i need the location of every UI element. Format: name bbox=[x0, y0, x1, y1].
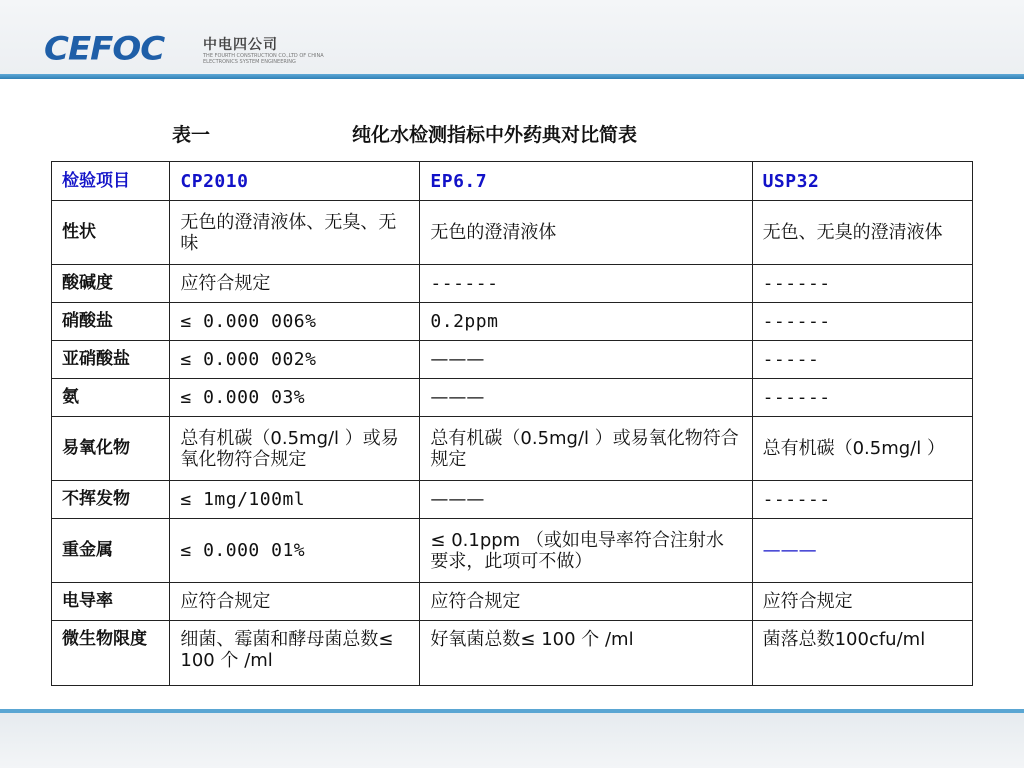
table-cell: ≤ 1mg/100ml bbox=[170, 481, 420, 519]
table-row bbox=[52, 201, 973, 265]
table-cell: ----- bbox=[752, 341, 972, 379]
table-cell: 应符合规定 bbox=[420, 583, 752, 621]
table-cell: 好氧菌总数≤ 100 个 /ml bbox=[420, 621, 752, 686]
table-cell: ------ bbox=[752, 379, 972, 417]
table-cell: ------ bbox=[752, 265, 972, 303]
company-name-cn: 中电四公司 bbox=[203, 37, 278, 53]
table-row bbox=[52, 265, 973, 303]
table-row bbox=[52, 583, 973, 621]
row-label: 电导率 bbox=[52, 583, 170, 621]
row-label: 性状 bbox=[52, 201, 170, 265]
table-cell: 细菌、霉菌和酵母菌总数≤ 100 个 /ml bbox=[170, 621, 420, 686]
row-label: 不挥发物 bbox=[52, 481, 170, 519]
table-row bbox=[52, 379, 973, 417]
table-cell: ≤ 0.000 01% bbox=[170, 519, 420, 583]
table-cell: 应符合规定 bbox=[170, 583, 420, 621]
header-cell-usp32: USP32 bbox=[752, 162, 972, 201]
table-cell: 无色的澄清液体、无臭、无味 bbox=[170, 201, 420, 265]
table-cell: ——— bbox=[420, 481, 752, 519]
table-cell: ——— bbox=[420, 379, 752, 417]
row-label: 酸碱度 bbox=[52, 265, 170, 303]
table-cell: 无色的澄清液体 bbox=[420, 201, 752, 265]
table-row bbox=[52, 621, 973, 686]
table-cell: ------ bbox=[752, 303, 972, 341]
table-cell: ------ bbox=[420, 265, 752, 303]
table-row bbox=[52, 303, 973, 341]
table-cell: ≤ 0.000 006% bbox=[170, 303, 420, 341]
table-cell: 菌落总数100cfu/ml bbox=[752, 621, 972, 686]
company-logo: CEFOC bbox=[44, 29, 165, 68]
table-row bbox=[52, 519, 973, 583]
table-row bbox=[52, 481, 973, 519]
footer-band bbox=[0, 713, 1024, 768]
header-cell-cp2010: CP2010 bbox=[170, 162, 420, 201]
company-name-en: THE FOURTH CONSTRUCTION CO.,LTD OF CHINA ELECTRONICS SYSTEM ENGINEERING bbox=[203, 53, 324, 65]
header-cell-item: 检验项目 bbox=[52, 162, 170, 201]
table-cell: 应符合规定 bbox=[752, 583, 972, 621]
page-title: 纯化水检测指标中外药典对比简表 bbox=[352, 124, 638, 146]
table-label: 表一 bbox=[172, 124, 211, 146]
table-cell: 0.2ppm bbox=[420, 303, 752, 341]
table-cell: 总有机碳（0.5mg/l ）或易氧化物符合规定 bbox=[170, 417, 420, 481]
table-cell: 无色、无臭的澄清液体 bbox=[752, 201, 972, 265]
table-row bbox=[52, 417, 973, 481]
table-cell: ------ bbox=[752, 481, 972, 519]
table-cell: 应符合规定 bbox=[170, 265, 420, 303]
table-cell: ≤ 0.000 002% bbox=[170, 341, 420, 379]
row-label: 微生物限度 bbox=[52, 621, 170, 686]
table-cell: ——— bbox=[420, 341, 752, 379]
row-label: 硝酸盐 bbox=[52, 303, 170, 341]
row-label: 重金属 bbox=[52, 519, 170, 583]
comparison-table bbox=[51, 161, 973, 686]
table-header-row bbox=[52, 162, 973, 201]
row-label: 氨 bbox=[52, 379, 170, 417]
row-label: 易氧化物 bbox=[52, 417, 170, 481]
table-cell: ≤ 0.1ppm （或如电导率符合注射水要求，此项可不做） bbox=[420, 519, 752, 583]
header-divider bbox=[0, 74, 1024, 79]
table-cell: 总有机碳（0.5mg/l ） bbox=[752, 417, 972, 481]
table-cell: ——— bbox=[752, 519, 972, 583]
table-row bbox=[52, 341, 973, 379]
row-label: 亚硝酸盐 bbox=[52, 341, 170, 379]
table-cell: 总有机碳（0.5mg/l ）或易氧化物符合规定 bbox=[420, 417, 752, 481]
table-cell: ≤ 0.000 03% bbox=[170, 379, 420, 417]
header-cell-ep67: EP6.7 bbox=[420, 162, 752, 201]
